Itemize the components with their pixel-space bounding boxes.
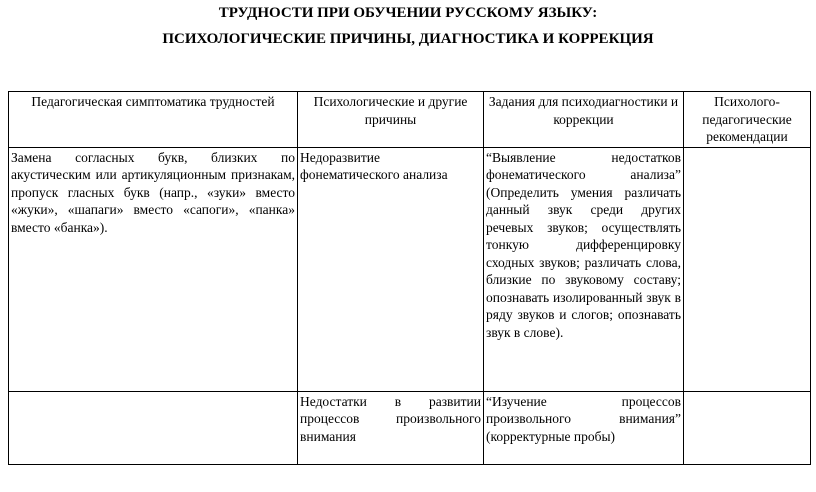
header-causes: Психологические и другие причины: [298, 92, 484, 148]
cell-cause: Недостатки в развитии процессов произвольного внимания: [298, 391, 484, 464]
table-row: [9, 147, 811, 391]
difficulties-table: [8, 91, 811, 465]
cell-recommendation: [684, 147, 811, 391]
table-header-row: [9, 92, 811, 148]
cell-cause: Недоразвитие фонематического анализа: [298, 147, 484, 391]
header-tasks: Задания для психодиагностики и коррекции: [484, 92, 684, 148]
cell-task: “Изучение процессов произвольного внимания” (корректурные пробы): [484, 391, 684, 464]
cell-symptom: [9, 391, 298, 464]
cell-symptom: Замена согласных букв, близких по акустическим или артикуляционным признакам, пропуск гласных букв (напр., «зуки» вместо «жуки», «шапаги» вместо «сапоги», «панка» вместо «банка»).: [9, 147, 298, 391]
cell-recommendation: [684, 391, 811, 464]
document-title-line-1: ТРУДНОСТИ ПРИ ОБУЧЕНИИ РУССКОМУ ЯЗЫКУ:: [218, 5, 598, 21]
document-title-line-2: ПСИХОЛОГИЧЕСКИЕ ПРИЧИНЫ, ДИАГНОСТИКА И КОРРЕКЦИЯ: [162, 31, 654, 47]
table-row: [9, 391, 811, 464]
header-recommendations: Психолого-педагогические рекомендации: [684, 92, 811, 148]
cell-task: “Выявление недостатков фонематического анализа” (Определить умения различать данный звук среди других речевых звуков; осуществлять тонкую дифференцировку сходных звуков; различать слова, близкие по звуковому составу; опознавать изолированный звук в ряду звуков и слогов; опознавать звук в слове).: [484, 147, 684, 391]
header-symptoms: Педагогическая симптоматика трудностей: [9, 92, 298, 148]
